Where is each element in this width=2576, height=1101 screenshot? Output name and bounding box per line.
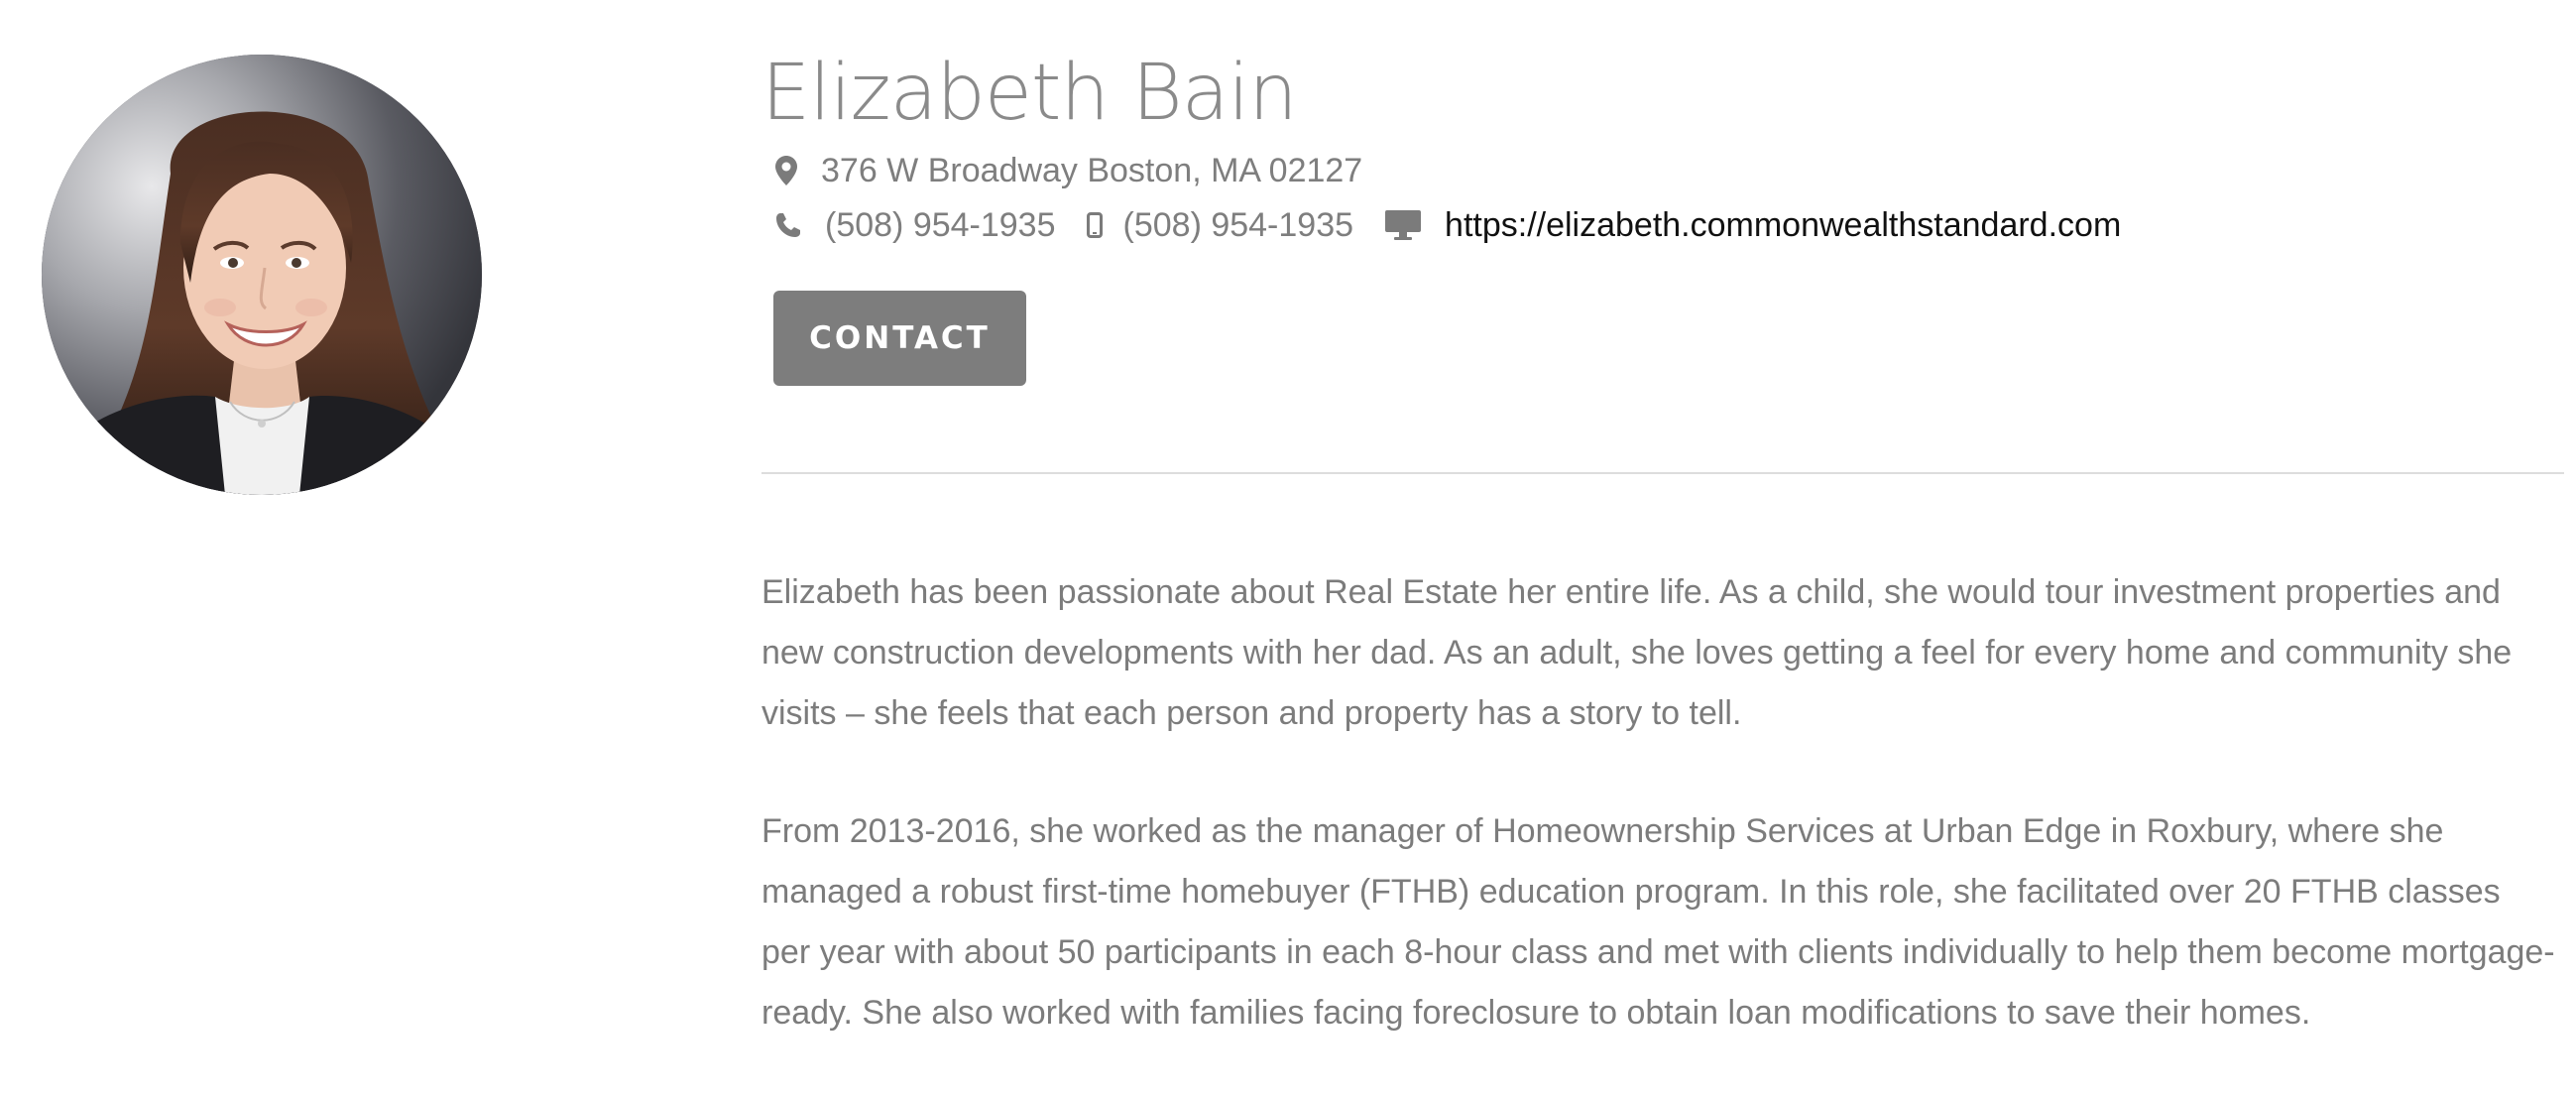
- profile-photo: [42, 55, 482, 495]
- map-pin-icon: [773, 156, 799, 185]
- bio-paragraph: From 2013-2016, she worked as the manager of Homeownership Services at Urban Edge in Roxbury, where she managed a robust first-time homebuyer (FTHB) education program. In this role, she facilitated over 20 FTHB classes per year with about 50 participants in each 8-hour class and met with clients individually to help them become mortgage-ready. She also worked with families facing foreclosure to obtain loan modifications to save their homes.: [761, 812, 2555, 1032]
- phone-number[interactable]: (508) 954-1935: [825, 205, 1056, 244]
- bio-paragraph: Elizabeth has been passionate about Real Estate her entire life. As a child, she would tour investment properties and new construction developments with her dad. As an adult, she loves getting a feel for every home and community she visits – she feels that each person and property has a story to tell.: [761, 573, 2513, 732]
- address-text: 376 W Broadway Boston, MA 02127: [821, 151, 1363, 189]
- phone-icon: [773, 211, 803, 239]
- mobile-phone-icon: [1084, 212, 1106, 238]
- agent-bio: [761, 562, 2556, 1101]
- address-row: [773, 149, 1362, 192]
- desktop-monitor-icon: [1383, 209, 1423, 241]
- section-divider: [761, 472, 2564, 474]
- contact-row: [773, 201, 2121, 249]
- agent-name: Elizabeth Bain: [761, 49, 1297, 138]
- contact-button[interactable]: CONTACT: [773, 291, 1026, 386]
- website-link[interactable]: https://elizabeth.commonwealthstandard.com: [1445, 205, 2122, 244]
- mobile-number[interactable]: (508) 954-1935: [1122, 205, 1354, 244]
